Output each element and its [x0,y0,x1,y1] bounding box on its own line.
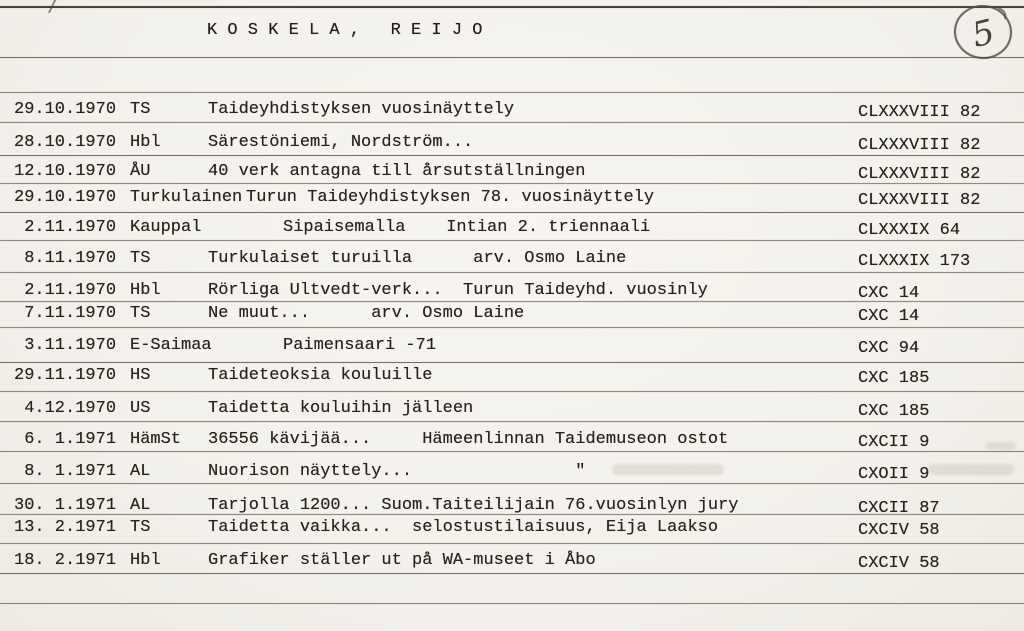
entry-reference: CXOII 9 [858,465,930,484]
entry-source: TS [130,518,151,537]
entry-title: Tarjolla 1200... Suom.Taiteilijain 76.vuosinlyn jury [208,496,739,515]
rule-line [0,362,1024,363]
ink-smudge [986,442,1016,450]
entry-source: HämSt [130,430,182,449]
entry-row [0,496,1024,516]
entry-title: 36556 kävijää... Hämeenlinnan Taidemuseon ostot [208,430,729,449]
rule-line [0,573,1024,574]
entry-date: 30. 1.1971 [14,496,117,515]
rule-line [0,212,1024,213]
entry-source: TS [130,249,151,268]
handwritten-page-number-circle [946,1,1022,65]
entry-row [0,100,1024,120]
entry-date: 8.11.1970 [14,249,117,268]
entry-row [0,304,1024,324]
rule-line [0,6,1024,8]
entry-date: 13. 2.1971 [14,518,117,537]
entry-row [0,462,1024,482]
rule-line [0,421,1024,422]
entry-source: Hbl [130,551,161,570]
entry-source: ÅU [130,162,151,181]
rule-line [0,603,1024,604]
entry-row [0,551,1024,571]
entry-row [0,162,1024,182]
entry-date: 2.11.1970 [14,281,117,300]
page-number: 5 [967,11,999,57]
entry-reference: CLXXXIX 173 [858,252,971,271]
entry-row [0,518,1024,538]
entry-row [0,281,1024,301]
entry-reference: CLXXXVIII 82 [858,136,981,155]
entry-date: 29.10.1970 [14,188,117,207]
entry-date: 29.10.1970 [14,100,117,119]
entry-title: Rörliga Ultvedt-verk... Turun Taideyhd. vuosinly [208,281,708,300]
entry-title: Sipaisemalla Intian 2. triennaali [283,218,651,237]
rule-line [0,272,1024,273]
rule-line [0,391,1024,392]
rule-line [0,57,1024,58]
entry-date: 18. 2.1971 [14,551,117,570]
entry-source: AL [130,496,151,515]
rule-line [0,92,1024,93]
entry-title: Grafiker ställer ut på WA-museet i Åbo [208,551,596,570]
entry-date: 2.11.1970 [14,218,117,237]
entry-row [0,249,1024,269]
entry-date: 8. 1.1971 [14,462,117,481]
entry-row [0,133,1024,153]
entry-title: Taideteoksia kouluille [208,366,433,385]
entry-reference: CXC 185 [858,402,930,421]
entry-title: Turun Taideyhdistyksen 78. vuosinäyttely [246,188,655,207]
entry-source: TS [130,100,151,119]
entry-reference: CXCIV 58 [858,521,940,540]
entry-date: 7.11.1970 [14,304,117,323]
entry-source: Hbl [130,281,161,300]
entry-date: 28.10.1970 [14,133,117,152]
rule-line [0,543,1024,544]
entry-title: Ne muut... arv. Osmo Laine [208,304,525,323]
entry-title: 40 verk antagna till årsutställningen [208,162,586,181]
entry-reference: CXCII 9 [858,433,930,452]
entry-date: 29.11.1970 [14,366,117,385]
entry-source: Kauppal [130,218,202,237]
entry-reference: CLXXXVIII 82 [858,165,981,184]
entry-title: Nuorison näyttely... " [208,462,586,481]
entry-reference: CXC 14 [858,307,920,326]
entry-reference: CXC 185 [858,369,930,388]
entry-source: AL [130,462,151,481]
entry-source: Turkulainen [130,188,243,207]
entry-title: Särestöniemi, Nordström... [208,133,474,152]
rule-line [0,122,1024,123]
entry-row [0,336,1024,356]
page-title: K O S K E L A , R E I J O [207,21,483,40]
ink-smudge [928,464,1014,475]
rule-line [0,240,1024,241]
rule-line [0,327,1024,328]
entry-source: US [130,399,151,418]
entry-row [0,366,1024,386]
entry-source: Hbl [130,133,161,152]
entry-reference: CXCIV 58 [858,554,940,573]
entry-source: E-Saimaa [130,336,212,355]
entry-date: 3.11.1970 [14,336,117,355]
entry-title: Paimensaari -71 [283,336,437,355]
rule-line [0,155,1024,156]
entry-source: HS [130,366,151,385]
entry-title: Taideyhdistyksen vuosinäyttely [208,100,515,119]
entry-reference: CLXXXVIII 82 [858,103,981,122]
ink-smudge [612,464,724,475]
entry-reference: CXC 14 [858,284,920,303]
entry-row [0,218,1024,238]
entry-row [0,188,1024,208]
entry-title: Taidetta kouluihin jälleen [208,399,474,418]
entry-row [0,430,1024,450]
entry-source: TS [130,304,151,323]
entry-reference: CXC 94 [858,339,920,358]
entry-date: 4.12.1970 [14,399,117,418]
entry-reference: CLXXXVIII 82 [858,191,981,210]
entry-reference: CLXXXIX 64 [858,221,961,240]
entry-title: Turkulaiset turuilla arv. Osmo Laine [208,249,627,268]
entry-date: 12.10.1970 [14,162,117,181]
entry-date: 6. 1.1971 [14,430,117,449]
entry-reference: CXCII 87 [858,499,940,518]
entry-row [0,399,1024,419]
entry-title: Taidetta vaikka... selostustilaisuus, Eija Laakso [208,518,719,537]
